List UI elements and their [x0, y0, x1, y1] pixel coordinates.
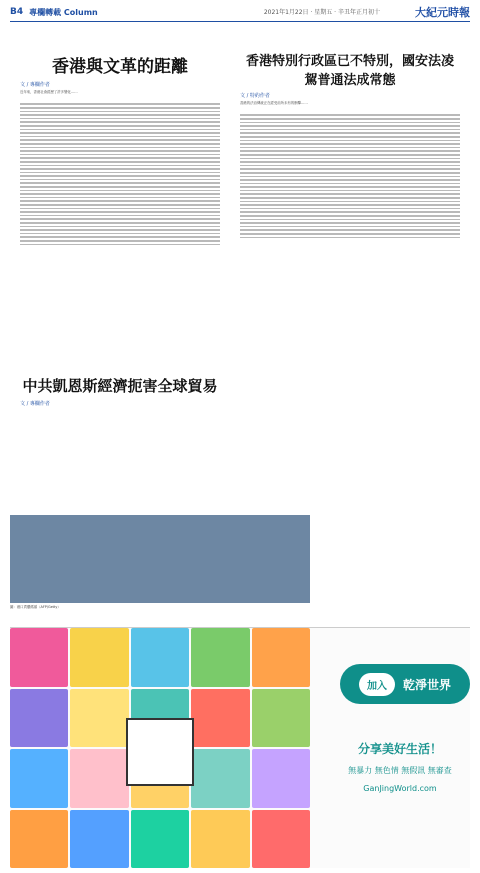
article-right-title: 香港特別行政區已不特別，國安法凌駕普通法成常態	[245, 54, 454, 88]
article-bottom-title: 中共凱恩斯經濟扼害全球貿易	[22, 377, 218, 395]
article-right-lead: 香港的法治傳統正在經受前所未有的衝擊……	[240, 101, 308, 105]
ad-tagline: 分享美好生活！	[357, 742, 442, 756]
ad-pill	[340, 664, 470, 704]
section-title: 專欄轉載 Column	[29, 7, 98, 17]
ad-url: GanJingWorld.com	[363, 784, 437, 793]
article-left-title: 香港與文革的距離	[52, 57, 188, 77]
section-number: B4	[10, 7, 24, 17]
ad-text	[330, 740, 470, 793]
issue-date: 2021年1月22日 · 星期五 · 辛丑年正月初十	[263, 9, 380, 16]
article-left-byline: 文 / 專欄作者	[20, 82, 50, 88]
ad-subline: 無暴力 無色情 無假訊 無審查	[348, 766, 452, 775]
advertisement	[10, 627, 470, 868]
article-left-body	[20, 103, 220, 245]
header-rule	[10, 21, 470, 22]
article-right-body	[240, 114, 460, 238]
photo-caption: 圖：港口貨櫃碼頭（AFP/Getty）	[10, 605, 61, 609]
article-bottom-byline: 文 / 專欄作者	[20, 401, 50, 407]
article-right	[240, 50, 460, 238]
brand-logo: 大紀元時報	[415, 6, 470, 19]
article-left	[20, 52, 220, 245]
article-right-byline: 文 / 特約作者	[240, 93, 270, 99]
qr-code-icon	[126, 718, 194, 786]
ad-brand: 乾淨世界	[402, 677, 451, 692]
port-photo	[10, 515, 310, 603]
ad-join-label: 加入	[359, 673, 395, 696]
article-left-lead: 近年來，香港社會經歷了許多變化……	[20, 90, 78, 94]
article-bottom	[20, 375, 220, 407]
page-header	[10, 5, 470, 19]
